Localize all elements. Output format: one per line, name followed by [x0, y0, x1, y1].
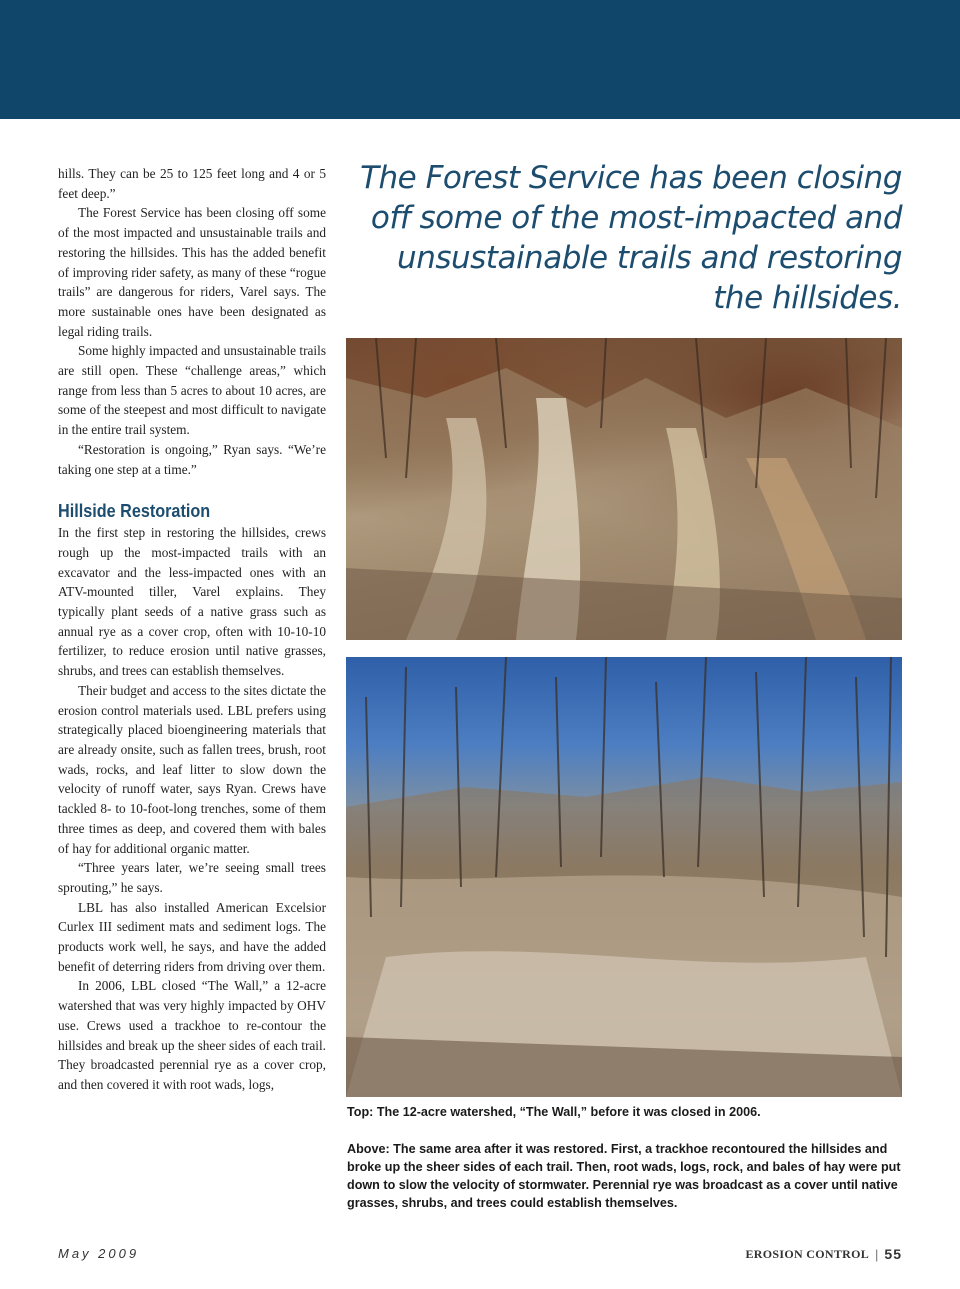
article-paragraph: The Forest Service has been closing off some of the most impacted and unsustainable trails and restoring the hillsides. This has the added benefit of improving rider safety, as many of these “rogue trails” are dangerous for riders, Varel says. The more sustainable ones have been designated as legal riding trails. [58, 205, 326, 339]
article-paragraph: Some highly impacted and unsustainable trails are still open. These “challenge areas,” which range from less than 5 acres to about 10 acres, are some of the steepest and most difficult to navigate in the entire trail system. [58, 343, 326, 438]
page-footer [746, 1246, 903, 1262]
magazine-name: EROSION CONTROL [745, 1246, 870, 1261]
pull-quote: The Forest Service has been closing off some of the most-impacted and unsustainable trails and restoring the hillsides. [360, 160, 902, 316]
issue-date: May 2009 [58, 1246, 140, 1261]
header-band [0, 0, 960, 119]
photo-caption-above: Above: The same area after it was restored. First, a trackhoe recontoured the hillsides and broke up the sheer sides of each trail. Then, root wads, logs, rock, and bales of hay were put down to slow the velocity of stormwater. Perennial rye was broadcast as a cover until native grasses, shrubs, and trees could establish themselves. [347, 1142, 901, 1210]
section-subhead: Hillside Restoration [58, 501, 211, 522]
photo-caption-top: Top: The 12-acre watershed, “The Wall,” before it was closed in 2006. [347, 1105, 761, 1119]
article-paragraph: In the first step in restoring the hillsides, crews rough up the most-impacted trails with an excavator and the less-impacted ones with an ATV-mounted tiller, Varel explains. They typically plant seeds of a native grass such as annual rye as a cover crop, often with 10-10-10 fertilizer, to reduce erosion until native grasses, shrubs, and trees can establish themselves. [58, 525, 326, 679]
article-paragraph: In 2006, LBL closed “The Wall,” a 12-acre watershed that was very highly impacted by OHV use. Crews used a trackhoe to re-contour the hillsides and break up the sheer sides of each trail. They broadcasted perennial rye as a cover crop, and then covered it with root wads, logs, [58, 978, 326, 1092]
photo-before-restoration [346, 338, 902, 640]
photo-after-restoration [346, 657, 902, 1097]
page-number: 55 [884, 1246, 902, 1262]
article-paragraph: LBL has also installed American Excelsior Curlex III sediment mats and sediment logs. The products work well, he says, and have the added benefit of deterring riders from driving over them. [58, 899, 326, 974]
article-paragraph: hills. They can be 25 to 125 feet long and 4 or 5 feet deep.” [58, 166, 326, 201]
hillside-before-image [346, 338, 902, 640]
hillside-after-image [346, 657, 902, 1097]
footer-separator: | [875, 1246, 879, 1262]
article-paragraph: Their budget and access to the sites dictate the erosion control materials used. LBL prefers using strategically placed bioengineering materials that are already onsite, such as fallen trees, brush, root wads, rocks, and leaf litter to slow down the velocity of runoff water, says Ryan. Crews have tackled 8- to 10-foot-long trenches, some of them three times as deep, and covered them with bales of hay for additional organic matter. [58, 682, 326, 856]
article-column [58, 164, 326, 1095]
article-paragraph: “Three years later, we’re seeing small trees sprouting,” he says. [58, 860, 326, 895]
article-paragraph: “Restoration is ongoing,” Ryan says. “We’re taking one step at a time.” [58, 441, 326, 477]
